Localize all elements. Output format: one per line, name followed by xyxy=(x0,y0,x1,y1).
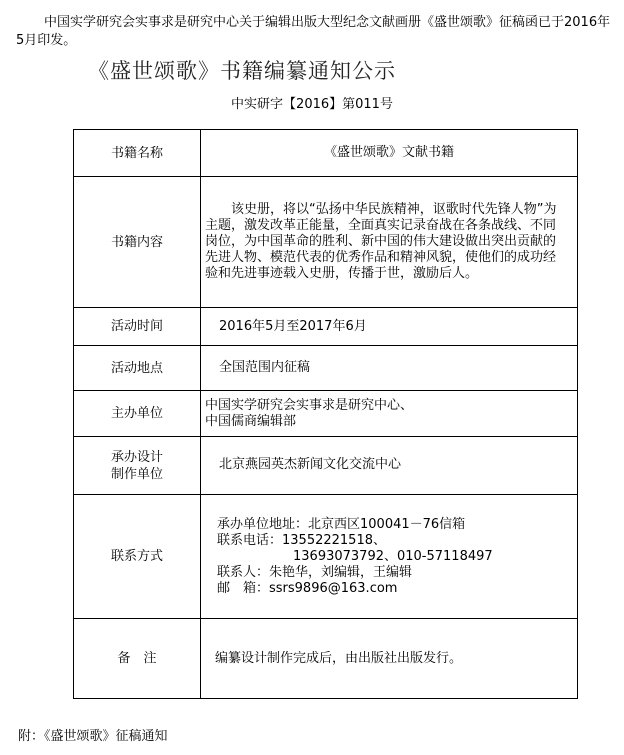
host-unit-line-2: 中国儒商编辑部 xyxy=(205,413,297,429)
row-design-unit xyxy=(74,437,578,495)
book-name-label: 书籍名称 xyxy=(74,130,201,177)
book-name-value: 《盛世颂歌》文献书籍 xyxy=(201,130,578,177)
host-unit-value xyxy=(201,391,578,437)
host-unit-line-1: 中国实学研究会实事求是研究中心、 xyxy=(205,397,414,413)
row-contact xyxy=(74,495,578,619)
activity-place-label: 活动地点 xyxy=(74,346,201,391)
remarks-value: 编纂设计制作完成后，由出版社出版发行。 xyxy=(201,619,578,699)
activity-time-label: 活动时间 xyxy=(74,308,201,346)
page-title: 《盛世颂歌》书籍编纂通知公示 xyxy=(88,59,396,83)
row-activity-time xyxy=(74,308,578,346)
intro-paragraph: 中国实学研究会实事求是研究中心关于编辑出版大型纪念文献画册《盛世颂歌》征稿函已于2016年5月印发。 xyxy=(16,15,611,48)
contact-label: 联系方式 xyxy=(74,495,201,619)
activity-time-value: 2016年5月至2017年6月 xyxy=(201,308,578,346)
remarks-label: 备 注 xyxy=(74,619,201,699)
info-table xyxy=(73,129,578,699)
book-content-value: 该史册，将以“弘扬中华民族精神，讴歌时代先锋人物”为主题，激发改革正能量，全面真实记录奋战在各条战线、不同岗位，为中国革命的胜利、新中国的伟大建设做出突出贡献的先进人物、模范代表的优秀作品和精神风貌，使他们的成功经验和先进事迹载入史册，传播于世，激励后人。 xyxy=(201,177,578,308)
row-book-content xyxy=(74,177,578,308)
attachment-note: 附：《盛世颂歌》征稿通知 xyxy=(18,729,168,744)
activity-place-value: 全国范围内征稿 xyxy=(201,346,578,391)
host-unit-label: 主办单位 xyxy=(74,391,201,437)
row-remarks xyxy=(74,619,578,699)
contact-email: 邮 箱：ssrs9896@163.com xyxy=(217,580,398,596)
document-number: 中实研字【2016】第011号 xyxy=(231,97,393,112)
row-book-name xyxy=(74,130,578,177)
contact-phone-line-2: 13693073792、010-57118497 xyxy=(293,548,493,564)
book-content-label: 书籍内容 xyxy=(74,177,201,308)
row-host-unit xyxy=(74,391,578,437)
contact-persons: 联系人：朱艳华，刘编辑，王编辑 xyxy=(217,564,413,580)
contact-phone: 联系电话：13552221518、 xyxy=(217,532,386,548)
contact-address: 承办单位地址：北京西区100041－76信箱 xyxy=(217,516,466,532)
design-unit-value: 北京燕园英杰新闻文化交流中心 xyxy=(201,437,578,495)
design-unit-label-line-1: 承办设计 xyxy=(110,449,163,465)
row-activity-place xyxy=(74,346,578,391)
design-unit-label xyxy=(74,437,201,495)
design-unit-label-line-2: 制作单位 xyxy=(110,466,163,482)
contact-value xyxy=(201,495,578,619)
